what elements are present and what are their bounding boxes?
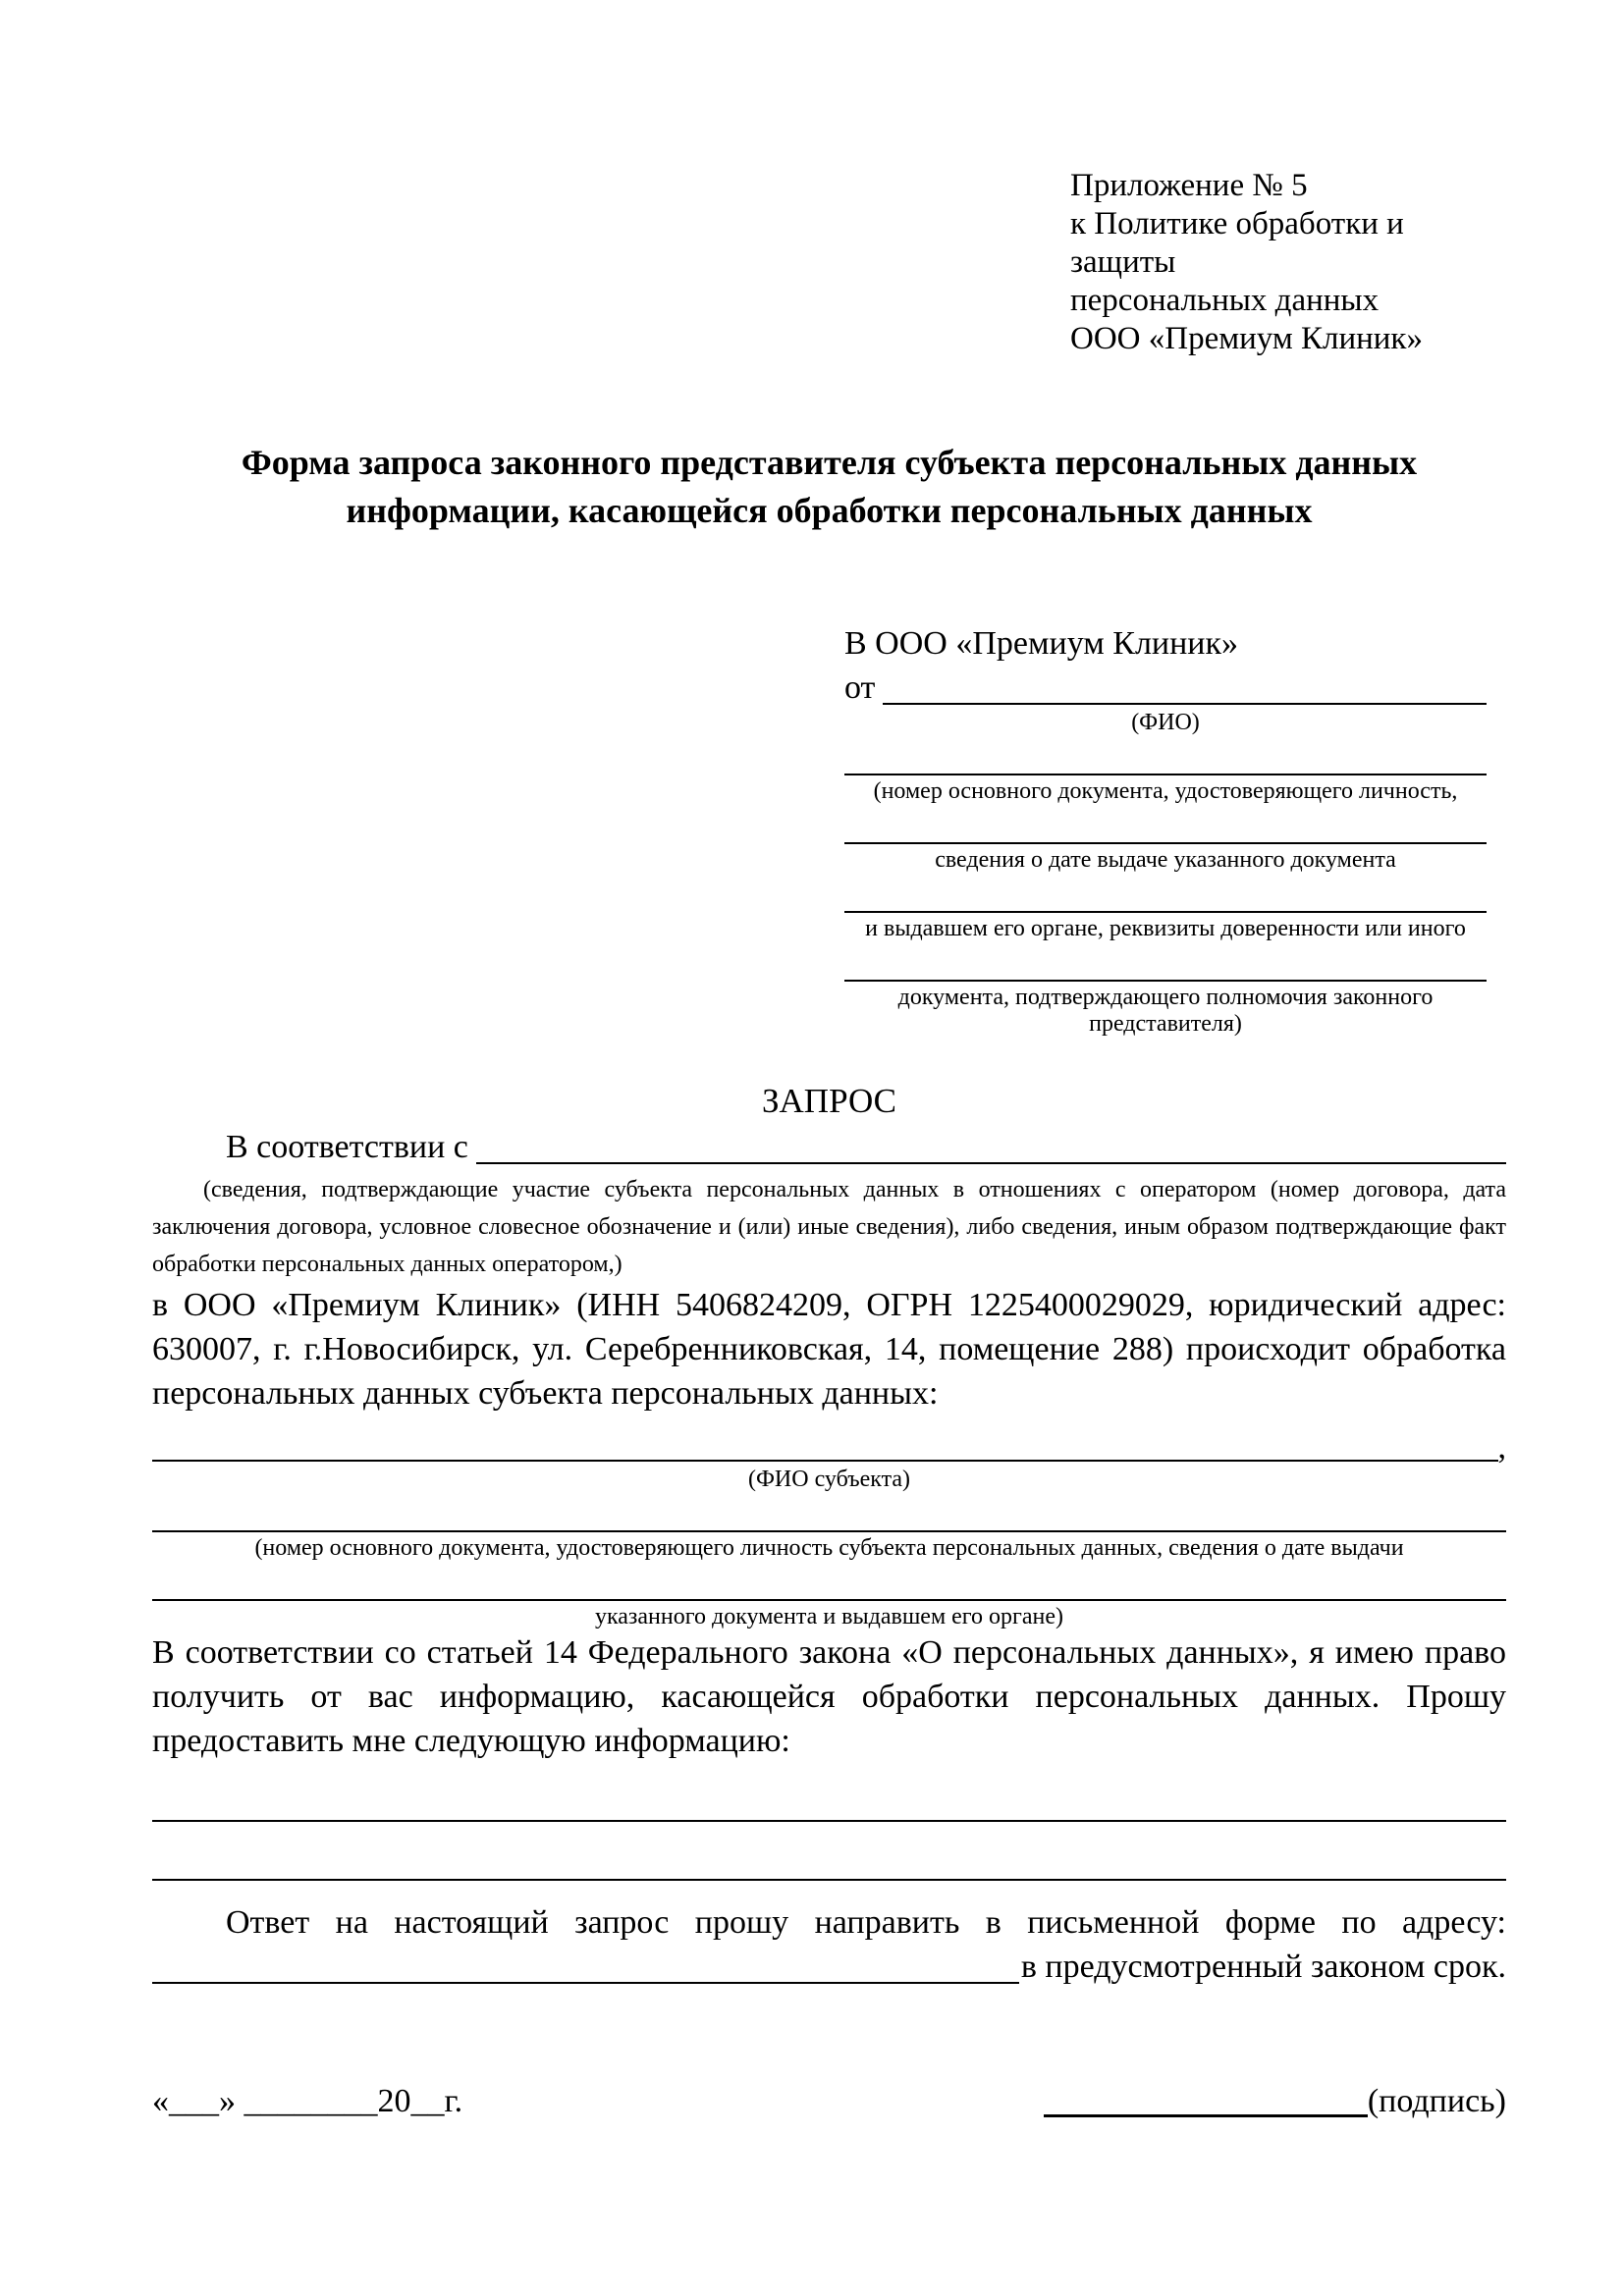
- subject-fio-row: [152, 1429, 1506, 1467]
- addressee-from-row: [844, 666, 1487, 710]
- representative-doc-caption-3: и выдавшем его органе, реквизиты доверенности или иного: [865, 916, 1466, 941]
- subject-fio-caption: (ФИО субъекта): [747, 1467, 911, 1492]
- subject-doc-line-2: [152, 1562, 1506, 1601]
- addressee-to: В ООО «Премиум Клиник»: [844, 625, 1239, 662]
- trailing-comma: ,: [1497, 1429, 1506, 1466]
- subject-fio-line: [152, 1459, 1498, 1462]
- subject-doc-caption-1: (номер основного документа, удостоверяющего личность субъекта персональных данных, сведения о дате выдачи: [254, 1535, 1404, 1561]
- signature-line: [1044, 2114, 1368, 2117]
- annex-line-3: персональных данных: [1070, 283, 1380, 318]
- signature-caption: (подпись): [1367, 2083, 1506, 2119]
- representative-doc-line-4: [844, 942, 1487, 982]
- annex-line-2: к Политике обработки и защиты: [1070, 206, 1404, 280]
- basis-caption: (сведения, подтверждающие участие субъекта персональных данных в отношениях с оператором (номер договора, дата заключения договора, условное словесное обозначение и (или) иные сведения), либо сведения, иным образом подтверждающие факт обработки персональных данных оператором,): [152, 1177, 1506, 1277]
- from-label: от: [844, 669, 876, 706]
- reply-address-row: [152, 1945, 1506, 1989]
- basis-row: [152, 1125, 1506, 1169]
- subject-doc-caption-2: указанного документа и выдавшем его органе): [594, 1604, 1064, 1629]
- addressee-block: [844, 621, 1487, 1038]
- reply-address-line: [152, 1981, 1019, 1984]
- representative-doc-line-1: [844, 736, 1487, 775]
- representative-doc-caption-1: (номер основного документа, удостоверяющего личность,: [873, 778, 1458, 804]
- operator-paragraph: в ООО «Премиум Клиник» (ИНН 5406824209, ОГРН 1225400029029, юридический адрес: 630007, г. г.Новосибирск, ул. Серебренниковская, 14, помещение 288) происходит обработка персональных данных субъекта персональных данных:: [152, 1287, 1506, 1412]
- basis-label: В соответствии с: [226, 1129, 468, 1165]
- representative-fio-line: [883, 702, 1487, 705]
- requested-info-line-2: [152, 1842, 1506, 1881]
- representative-doc-line-3: [844, 874, 1487, 913]
- reply-paragraph: Ответ на настоящий запрос прошу направить в письменной форме по адресу:: [226, 1904, 1506, 1941]
- document-title: Форма запроса законного представителя субъекта персональных данных информации, касающейся обработки персональных данных: [241, 443, 1418, 530]
- requested-info-line-1: [152, 1783, 1506, 1822]
- annex-block: [1070, 167, 1506, 358]
- reply-paragraph-end: в предусмотренный законом срок.: [1020, 1949, 1506, 1985]
- footer-row: [152, 2079, 1506, 2123]
- fio-caption: (ФИО): [1131, 710, 1200, 735]
- subject-doc-line-1: [152, 1493, 1506, 1532]
- request-heading: ЗАПРОС: [761, 1082, 897, 1120]
- annex-line-1: Приложение № 5: [1070, 168, 1308, 203]
- annex-line-4: ООО «Премиум Клиник»: [1070, 321, 1423, 356]
- basis-line: [476, 1161, 1506, 1164]
- signature-block: [1044, 2079, 1506, 2123]
- representative-doc-line-2: [844, 805, 1487, 844]
- date-line: «___» ________20__г.: [152, 2083, 463, 2119]
- law-paragraph: В соответствии со статьей 14 Федерального закона «О персональных данных», я имею право получить от вас информацию, касающейся обработки персональных данных. Прошу предоставить мне следующую информацию:: [152, 1634, 1506, 1759]
- representative-doc-caption-2: сведения о дате выдаче указанного документа: [935, 847, 1396, 873]
- representative-doc-caption-4: документа, подтверждающего полномочия законного представителя): [897, 985, 1434, 1037]
